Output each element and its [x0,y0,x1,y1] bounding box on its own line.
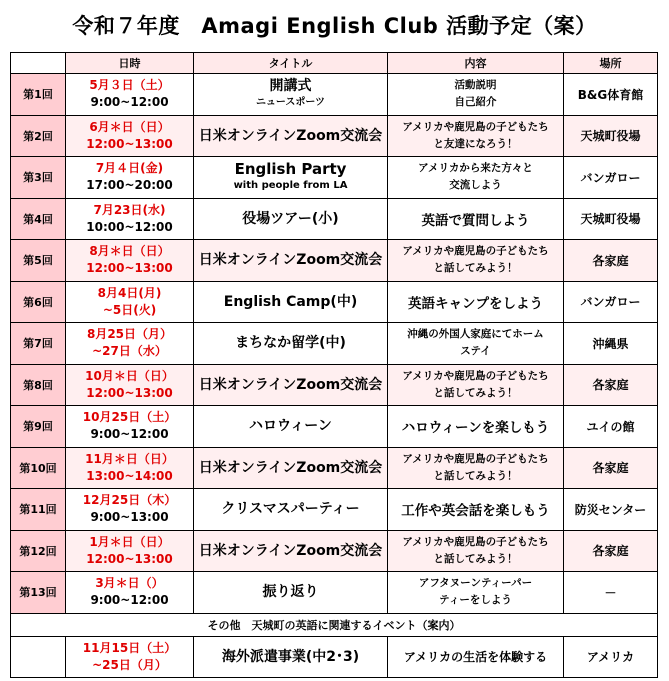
date-line-1: 10月＊日（日） [85,368,174,383]
session-number: 第2回 [11,115,66,157]
session-date [66,240,194,282]
session-number: 第12回 [11,530,66,572]
session-content [388,447,564,489]
table-row [11,489,658,531]
content-line-2: と話してみよう！ [433,386,518,399]
table-row [11,636,658,677]
session-number: 第13回 [11,572,66,614]
session-content: 工作や英会話を楽しもう [388,489,564,531]
session-content [388,323,564,365]
session-title: 日米オンラインZoom交流会 [194,530,388,572]
session-place: B&G体育館 [564,74,658,116]
session-date [66,323,194,365]
session-content [388,74,564,116]
date-line-2: 12:00~13:00 [86,261,173,276]
date-line-2: 9:00~13:00 [90,510,169,525]
page-title: 令和７年度 Amagi English Club 活動予定（案） [72,14,597,38]
date-line-2: 9:00~12:00 [90,95,169,110]
session-title [194,74,388,116]
session-date [66,74,194,116]
session-place: 防災センター [564,489,658,531]
content-line-1: アメリカや鹿児島の子どもたち [402,245,549,258]
date-line-2: 12:00~13:00 [86,551,173,566]
session-date [66,530,194,572]
title-line-1: English Party [234,160,347,179]
session-title: 日米オンラインZoom交流会 [194,447,388,489]
table-row [11,323,658,365]
session-title: 役場ツアー(小) [194,198,388,240]
content-line-2: 自己紹介 [454,96,497,109]
session-title: ハロウィーン [194,406,388,448]
other-events-row [11,613,658,636]
session-number: 第11回 [11,489,66,531]
session-date [66,636,194,677]
session-title: まちなか留学(中) [194,323,388,365]
session-date [66,364,194,406]
session-number: 第10回 [11,447,66,489]
title-line-2: with people from LA [233,180,348,192]
date-line-2: 10:00~12:00 [86,219,173,234]
session-content [388,364,564,406]
date-line-2: 17:00~20:00 [86,178,173,193]
content-line-2: と話してみよう！ [433,469,518,482]
content-line-2: ステイ [460,345,491,358]
table-row [11,157,658,199]
session-content: ハロウィーンを楽しもう [388,406,564,448]
title-line-2: ニュースポーツ [255,97,326,109]
date-line-1: 6月＊日（日） [89,119,170,134]
header-row [11,53,658,74]
session-place: 各家庭 [564,530,658,572]
session-content: 英語キャンプをしよう [388,281,564,323]
session-number [11,636,66,677]
header-content: 内容 [388,53,564,74]
table-row [11,572,658,614]
session-place: 各家庭 [564,240,658,282]
table-row [11,198,658,240]
date-line-1: 8月＊日（日） [89,244,170,259]
session-content [388,530,564,572]
session-number: 第3回 [11,157,66,199]
session-title: 振り返り [194,572,388,614]
table-row [11,74,658,116]
date-line-2: ~27日（水） [92,344,167,359]
date-line-1: 11月＊日（日） [85,451,174,466]
session-place: 各家庭 [564,447,658,489]
content-line-1: アメリカから来た方々と [418,162,533,175]
session-content [388,115,564,157]
date-line-2: ~5日(火) [102,302,157,317]
date-line-1: 8月4日(月) [97,285,162,300]
session-date [66,157,194,199]
date-line-2: 13:00~14:00 [86,468,173,483]
session-number: 第5回 [11,240,66,282]
date-line-2: 12:00~13:00 [86,136,173,151]
header-date: 日時 [66,53,194,74]
session-date [66,281,194,323]
date-line-2: ~25日（月） [92,657,167,672]
date-line-1: 10月25日（土） [82,410,177,425]
session-number: 第1回 [11,74,66,116]
session-place: 各家庭 [564,364,658,406]
date-line-1: 7月４日(金) [95,161,164,176]
date-line-1: 3月＊日（） [95,576,164,591]
session-place: バンガロー [564,281,658,323]
content-line-1: アフタヌーンティーパー [418,577,533,590]
table-row [11,406,658,448]
session-place: 天城町役場 [564,115,658,157]
session-number: 第7回 [11,323,66,365]
table-row [11,240,658,282]
date-line-1: 5月３日（土） [89,78,170,93]
session-place: － [564,572,658,614]
date-line-1: 7月23日(水) [93,202,166,217]
session-place: バンガロー [564,157,658,199]
session-number: 第9回 [11,406,66,448]
content-line-2: 交流しよう [449,179,502,192]
session-content [388,572,564,614]
session-date [66,115,194,157]
header-title: タイトル [194,53,388,74]
session-place: 天城町役場 [564,198,658,240]
session-date [66,447,194,489]
date-line-1: 8月25日（月） [86,327,173,342]
table-row [11,115,658,157]
content-line-2: と友達になろう！ [433,137,518,150]
content-line-1: アメリカや鹿児島の子どもたち [402,369,549,382]
content-line-2: ティーをしよう [439,594,512,607]
session-content [388,240,564,282]
session-date [66,406,194,448]
session-number: 第4回 [11,198,66,240]
session-place: ユイの館 [564,406,658,448]
date-line-2: 12:00~13:00 [86,385,173,400]
session-place: アメリカ [564,636,658,677]
content-line-1: 活動説明 [454,79,497,92]
date-line-1: 12月25日（木） [82,493,177,508]
session-date [66,198,194,240]
session-title: English Camp(中) [194,281,388,323]
session-title: 日米オンラインZoom交流会 [194,240,388,282]
header-blank [11,53,66,74]
date-line-1: 1月＊日（日） [89,534,170,549]
content-line-1: アメリカや鹿児島の子どもたち [402,120,549,133]
date-line-1: 11月15日（土） [82,640,177,655]
session-content [388,157,564,199]
table-row [11,447,658,489]
table-row [11,364,658,406]
session-title: 日米オンラインZoom交流会 [194,364,388,406]
content-line-1: 沖縄の外国人家庭にてホーム [407,328,544,341]
content-line-2: と話してみよう！ [433,552,518,565]
content-line-2: と話してみよう！ [433,262,518,275]
other-events-label: その他 天城町の英語に関連するイベント（案内） [11,613,658,636]
date-line-2: 9:00~12:00 [90,593,169,608]
content-line-1: アメリカや鹿児島の子どもたち [402,535,549,548]
session-place: 沖縄県 [564,323,658,365]
session-title: 海外派遣事業(中2･3) [194,636,388,677]
session-title: クリスマスパーティー [194,489,388,531]
session-number: 第6回 [11,281,66,323]
schedule-table [10,52,658,678]
session-date [66,489,194,531]
session-content: 英語で質問しよう [388,198,564,240]
content-line-1: アメリカや鹿児島の子どもたち [402,452,549,465]
session-number: 第8回 [11,364,66,406]
date-line-2: 9:00~12:00 [90,427,169,442]
session-title [194,157,388,199]
table-row [11,281,658,323]
session-date [66,572,194,614]
table-row [11,530,658,572]
header-place: 場所 [564,53,658,74]
title-line-1: 開講式 [269,78,312,95]
session-content: アメリカの生活を体験する [388,636,564,677]
session-title: 日米オンラインZoom交流会 [194,115,388,157]
